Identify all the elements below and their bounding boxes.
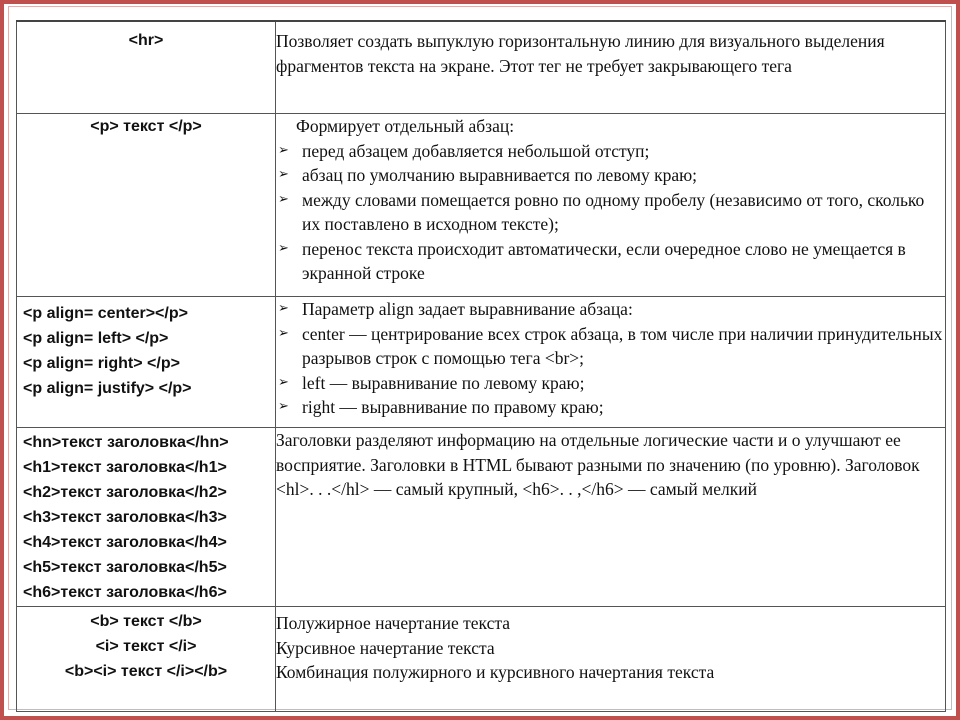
table-row-align	[17, 297, 946, 428]
arrowhead-bullet-icon: ➢	[278, 167, 289, 182]
list-item-text: перенос текста происходит автоматически, если очередное слово не умещается в экранной строке	[302, 238, 906, 283]
tag-text: <b><i> текст </i></b>	[64, 663, 228, 680]
tag-cell-p	[17, 114, 276, 297]
bullet-list	[276, 139, 945, 286]
tag-cell-hr	[17, 21, 276, 114]
arrowhead-bullet-icon: ➢	[278, 325, 289, 341]
arrowhead-bullet-icon: ➢	[278, 142, 289, 158]
tag-cell-headings	[17, 428, 276, 607]
desc-cell-p	[276, 114, 946, 297]
tag-text: <p align= justify> </p>	[23, 380, 192, 397]
list-item	[276, 237, 945, 286]
list-item-text: между словами помещается ровно по одному пробелу (независимо от того, сколько их поставлено в исходном тексте);	[302, 189, 925, 234]
list-item	[276, 139, 945, 164]
tag-text: <i> текст </i>	[95, 638, 197, 655]
table-row-headings	[17, 428, 946, 607]
list-item	[276, 297, 945, 322]
arrowhead-bullet-icon: ➢	[278, 399, 289, 414]
list-item	[276, 163, 945, 188]
tag-text: <h2>текст заголовка</h2>	[23, 484, 227, 501]
arrowhead-bullet-icon: ➢	[278, 301, 289, 316]
desc-cell-bold-italic	[276, 607, 946, 712]
list-item	[276, 395, 945, 420]
tag-text: <hn>текст заголовка</hn>	[23, 434, 229, 451]
desc-text: Заголовки разделяют информацию на отдельные логические части и о улучшают ее восприятие. Заголовки в HTML бывают разными по значению (по уровню). Заголовок <hl>. . .</hl> — самый крупный, <h6>. . ,</h6> — самый мелкий	[276, 430, 920, 499]
desc-text: Комбинация полужирного и курсивного начертания текста	[276, 662, 715, 682]
tag-text: <h3>текст заголовка</h3>	[23, 509, 227, 526]
table-row-hr	[17, 21, 946, 114]
tag-text: <h1>текст заголовка</h1>	[23, 459, 227, 476]
tag-text: <p align= left> </p>	[23, 330, 169, 347]
table-row-p	[17, 114, 946, 297]
desc-text: Позволяет создать выпуклую горизонтальную линию для визуального выделения фрагментов текста на экране. Этот тег не требует закрывающего тега	[276, 31, 885, 76]
arrowhead-bullet-icon: ➢	[278, 240, 289, 256]
desc-lead: Формирует отдельный абзац:	[296, 116, 515, 136]
list-item	[276, 188, 945, 237]
bullet-list	[276, 297, 945, 420]
list-item-text: Параметр align задает выравнивание абзаца:	[302, 299, 633, 319]
desc-cell-align	[276, 297, 946, 428]
tag-text: <h5>текст заголовка</h5>	[23, 559, 227, 576]
list-item	[276, 371, 945, 396]
tag-text: <p align= center></p>	[23, 305, 188, 322]
tag-text: <h6>текст заголовка</h6>	[23, 584, 227, 601]
tag-text: <h4>текст заголовка</h4>	[23, 534, 227, 551]
list-item-text: абзац по умолчанию выравнивается по левому краю;	[302, 165, 698, 185]
list-item-text: left — выравнивание по левому краю;	[302, 372, 585, 393]
html-tags-table	[16, 20, 946, 712]
arrowhead-bullet-icon: ➢	[278, 191, 289, 207]
tag-text: <hr>	[128, 32, 164, 49]
tag-text: <p> текст </p>	[90, 118, 202, 135]
desc-cell-hr	[276, 21, 946, 114]
table-row-bold-italic	[17, 607, 946, 712]
tag-text: <b> текст </b>	[90, 613, 202, 630]
list-item-text: перед абзацем добавляется небольшой отступ;	[302, 140, 650, 161]
list-item	[276, 322, 945, 371]
tag-cell-bold-italic	[17, 607, 276, 712]
tag-text: <p align= right> </p>	[23, 355, 180, 372]
tag-cell-align	[17, 297, 276, 428]
arrowhead-bullet-icon: ➢	[278, 374, 289, 390]
desc-text: Полужирное начертание текста	[276, 613, 510, 633]
list-item-text: right — выравнивание по правому краю;	[302, 397, 604, 417]
desc-text: Курсивное начертание текста	[276, 637, 495, 658]
desc-cell-headings	[276, 428, 946, 607]
list-item-text: center — центрирование всех строк абзаца, в том числе при наличии принудительных разрывов строк с помощью тега <br>;	[302, 323, 943, 368]
